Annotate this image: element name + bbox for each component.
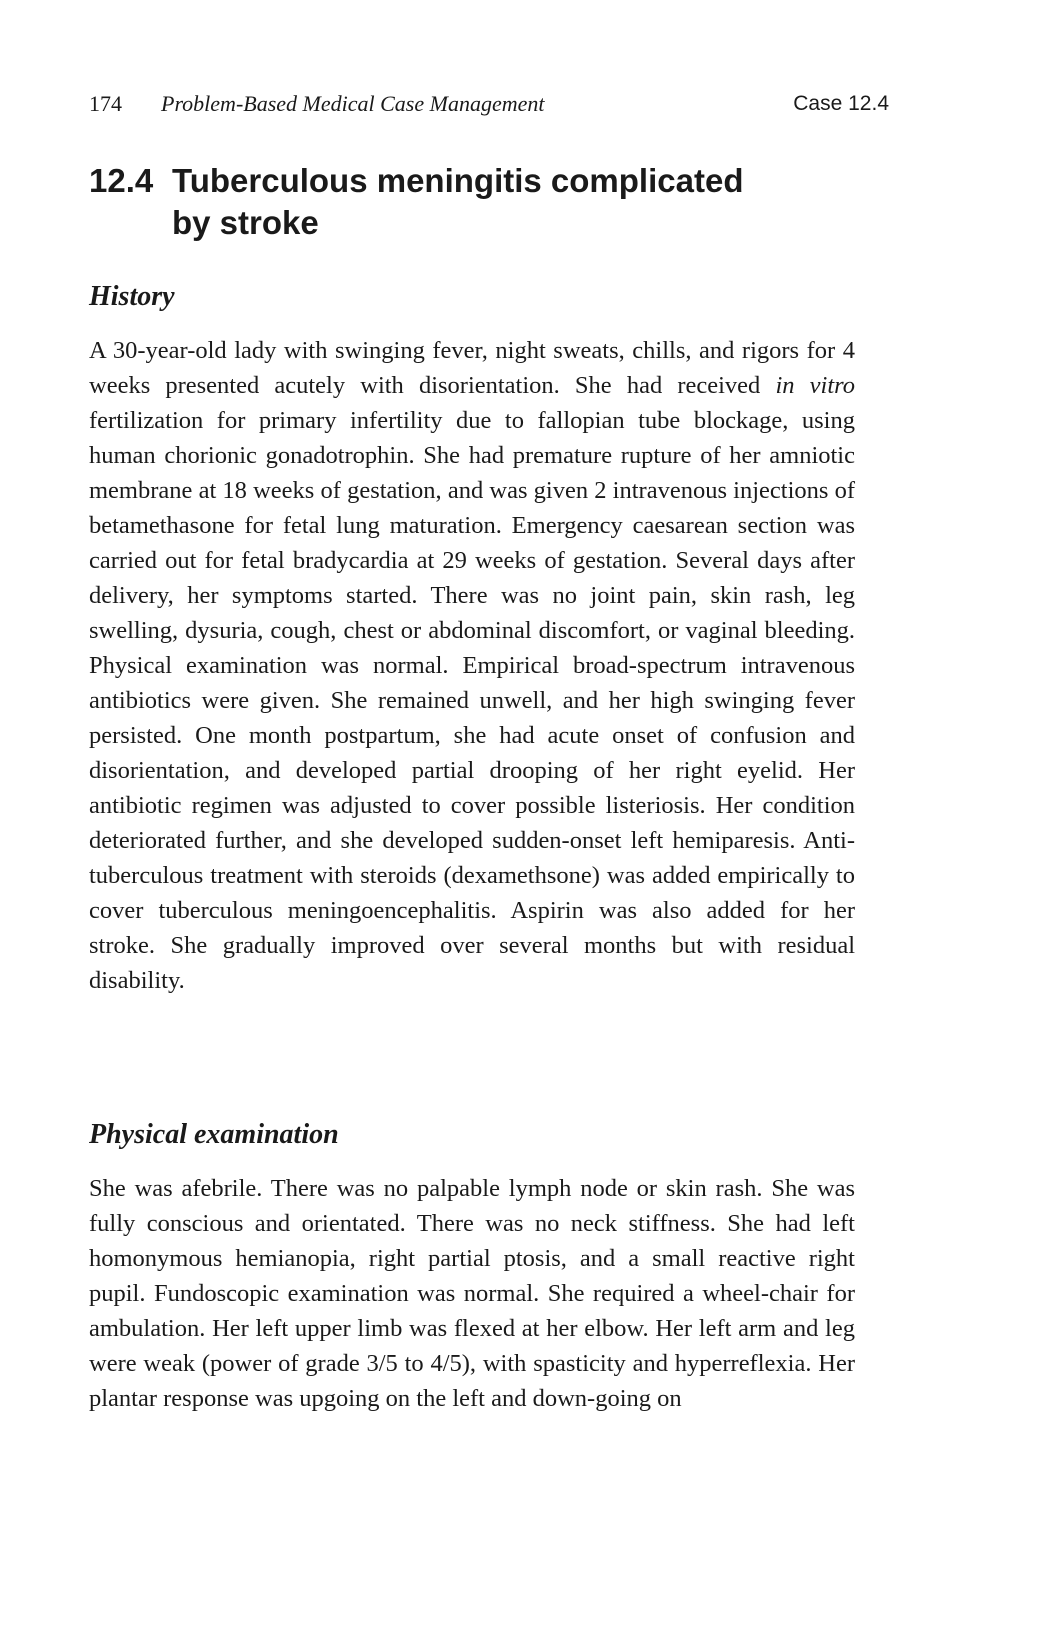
book-title: Problem-Based Medical Case Management xyxy=(161,91,545,116)
history-text-emphasis: in vitro xyxy=(775,372,855,399)
history-heading: History xyxy=(89,281,175,312)
page-number: 174 xyxy=(89,91,122,116)
chapter-heading-number: 12.4 xyxy=(89,162,154,199)
history-text-part-2: fertilization for primary infertility due to fallopian tube blockage, using human chorionic gonadotrophin. She had premature rupture of her amniotic membrane at 18 weeks of gestation, and was given 2 intravenous injections of betamethasone for fetal lung maturation. Emergency caesarean section was carried out for fetal bradycardia at 29 weeks of gestation. Several days after delivery, her symptoms started. There was no joint pain, skin rash, leg swelling, dysuria, cough, chest or abdominal discomfort, or vaginal bleeding. Physical examination was normal. Empirical broad-spectrum intravenous antibiotics were given. She remained unwell, and her high swinging fever persisted. One month postpartum, she had acute onset of confusion and disorientation, and developed partial drooping of her right eyelid. Her antibiotic regimen was adjusted to cover possible listeriosis. Her condition deteriorated further, and she developed sudden-onset left hemiparesis. Anti-tuberculous treatment with steroids (dexamethsone) was added empirically to cover tuberculous meningoencephalitis. Aspirin was also added for her stroke. She gradually improved over several months but with residual disability. xyxy=(89,407,855,994)
running-head xyxy=(89,88,889,120)
history-paragraph xyxy=(89,333,855,998)
chapter-heading-title-line-1: Tuberculous meningitis complicated xyxy=(172,162,744,199)
physical-examination-heading: Physical examination xyxy=(89,1119,339,1150)
history-text-part-1: A 30-year-old lady with swinging fever, night sweats, chills, and rigors for 4 weeks presented acutely with disorientation. She had received xyxy=(89,337,855,399)
chapter-heading-title-line-2: by stroke xyxy=(172,204,319,241)
case-label: Case 12.4 xyxy=(793,92,889,115)
physical-examination-paragraph: She was afebrile. There was no palpable lymph node or skin rash. She was fully conscious and orientated. There was no neck stiffness. She had left homonymous hemianopia, right partial ptosis, and a small reactive right pupil. Fundoscopic examination was normal. She required a wheel-chair for ambulation. Her left upper limb was flexed at her elbow. Her left arm and leg were weak (power of grade 3/5 to 4/5), with spasticity and hyperreflexia. Her plantar response was upgoing on the left and down-going on xyxy=(89,1175,855,1412)
